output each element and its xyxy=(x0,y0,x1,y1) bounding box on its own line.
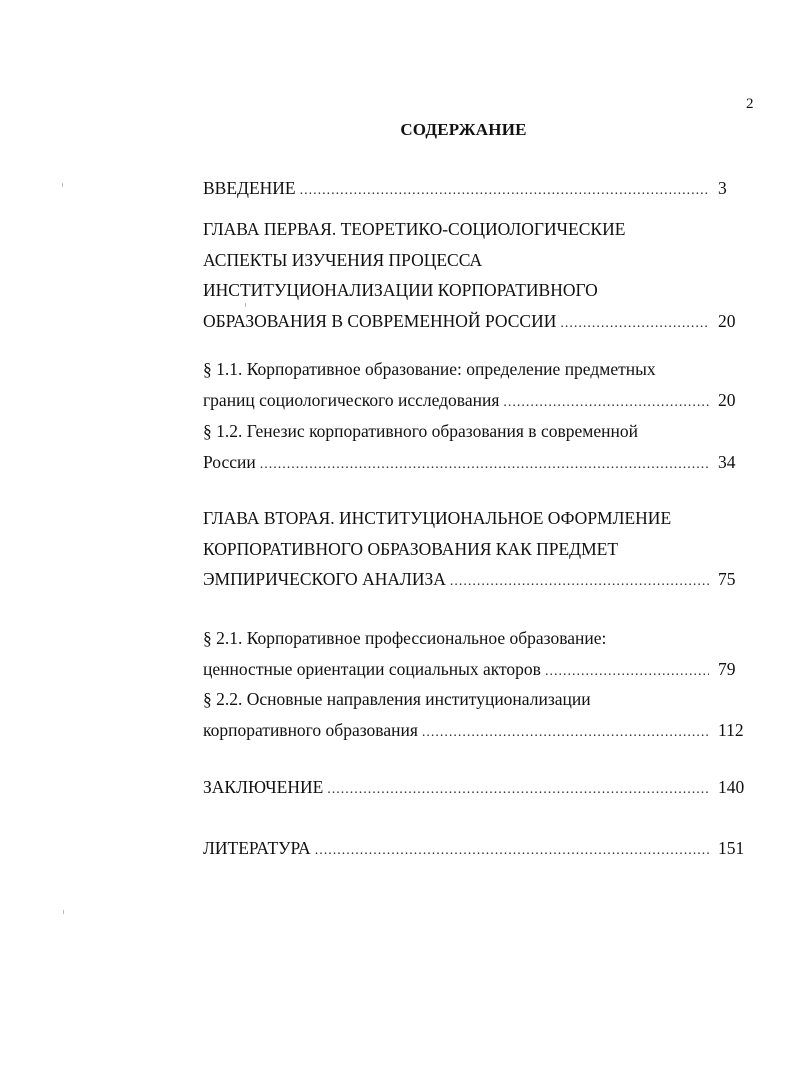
toc-page-number: 20 xyxy=(718,390,736,410)
chapter1-line-4: ОБРАЗОВАНИЯ В СОВРЕМЕННОЙ РОССИИ xyxy=(203,311,557,331)
toc-title: СОДЕРЖАНИЕ xyxy=(400,120,527,139)
section-1-1-line-2: границ социологического исследования xyxy=(203,390,500,410)
section-1-2-line-2: России xyxy=(203,452,256,472)
section-2-1-line-2: ценностные ориентации социальных акторов xyxy=(203,659,541,679)
toc-entry-conclusion xyxy=(203,777,709,798)
section-2-2-line-2: корпоративного образования xyxy=(203,720,418,740)
dot-leader xyxy=(260,457,709,473)
toc-page-number: 34 xyxy=(718,452,736,472)
section-2-2-line-1: § 2.2. Основные направления институционализации xyxy=(203,689,591,709)
toc-page-number: 20 xyxy=(718,311,736,331)
dot-leader xyxy=(450,574,709,590)
toc-page-number: 140 xyxy=(718,777,745,797)
toc-entry-label: ЗАКЛЮЧЕНИЕ xyxy=(203,777,324,797)
section-2-1-line-1: § 2.1. Корпоративное профессиональное образование: xyxy=(203,628,607,648)
dot-leader xyxy=(560,316,709,332)
dot-leader xyxy=(300,183,709,199)
toc-page-number: 151 xyxy=(718,838,745,858)
toc-page-number: 3 xyxy=(718,178,727,198)
scan-speck xyxy=(245,303,246,307)
chapter2-line-2: КОРПОРАТИВНОГО ОБРАЗОВАНИЯ КАК ПРЕДМЕТ xyxy=(203,539,619,559)
toc-entry-section-1-2 xyxy=(203,452,709,473)
toc-entry-section-2-2 xyxy=(203,720,709,741)
dot-leader xyxy=(327,782,709,798)
section-1-2-line-1: § 1.2. Генезис корпоративного образования в современной xyxy=(203,421,638,441)
chapter1-line-3: ИНСТИТУЦИОНАЛИЗАЦИИ КОРПОРАТИВНОГО xyxy=(203,280,598,300)
dot-leader xyxy=(315,843,709,859)
scan-speck xyxy=(62,183,63,187)
toc-entry-section-1-1 xyxy=(203,390,709,411)
toc-entry-section-2-1 xyxy=(203,659,709,680)
scan-speck xyxy=(63,910,64,914)
dot-leader xyxy=(422,725,709,741)
page-number: 2 xyxy=(746,96,754,112)
toc-page-number: 79 xyxy=(718,659,736,679)
chapter2-line-1: ГЛАВА ВТОРАЯ. ИНСТИТУЦИОНАЛЬНОЕ ОФОРМЛЕНИЕ xyxy=(203,508,672,528)
toc-entry-chapter1 xyxy=(203,311,709,332)
toc-entry-chapter2 xyxy=(203,569,709,590)
section-1-1-line-1: § 1.1. Корпоративное образование: определение предметных xyxy=(203,359,656,379)
dot-leader xyxy=(503,395,709,411)
chapter1-line-2: АСПЕКТЫ ИЗУЧЕНИЯ ПРОЦЕССА xyxy=(203,250,483,270)
toc-entry-intro xyxy=(203,178,709,199)
dot-leader xyxy=(545,664,709,680)
chapter1-line-1: ГЛАВА ПЕРВАЯ. ТЕОРЕТИКО-СОЦИОЛОГИЧЕСКИЕ xyxy=(203,219,626,239)
toc-page-number: 75 xyxy=(718,569,736,589)
chapter2-line-3: ЭМПИРИЧЕСКОГО АНАЛИЗА xyxy=(203,569,446,589)
toc-entry-label: ВВЕДЕНИЕ xyxy=(203,178,296,198)
toc-entry-label: ЛИТЕРАТУРА xyxy=(203,838,311,858)
toc-page-number: 112 xyxy=(718,720,744,740)
toc-entry-literature xyxy=(203,838,709,859)
